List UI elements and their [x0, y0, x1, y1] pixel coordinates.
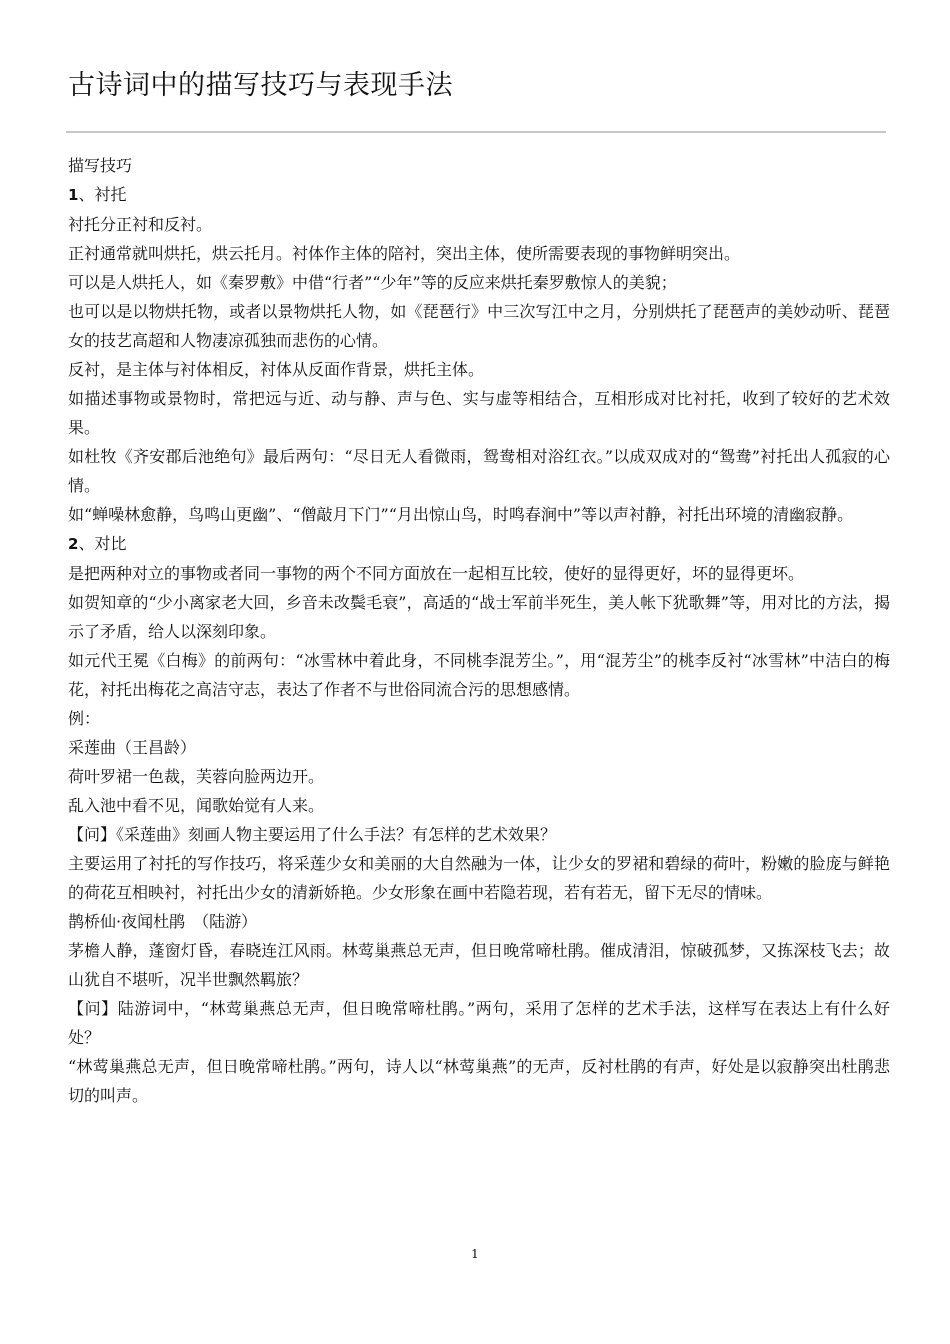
poem-text: 茅檐人静，蓬窗灯昏，春晓连江风雨。林莺巢燕总无声，但日晚常啼杜鹃。催成清泪，惊破孤梦，又拣深枝飞去；故山犹自不堪听，况半世飘然羁旅？ — [68, 941, 890, 989]
item-label: 、衬托 — [78, 185, 127, 204]
paragraph: 正衬通常就叫烘托，烘云托月。衬体作主体的陪衬，突出主体，使所需要表现的事物鲜明突出。 — [68, 244, 741, 263]
section-heading: 描写技巧 — [68, 156, 133, 175]
paragraph: 如贺知章的“少小离家老大回，乡音未改鬓毛衰”，高适的“战士军前半死生，美人帐下犹歌舞”等，用对比的方法，揭示了矛盾，给人以深刻印象。 — [68, 593, 890, 641]
paragraph: 如描述事物或景物时，常把远与近、动与静、声与色、实与虚等相结合，互相形成对比衬托，收到了较好的艺术效果。 — [68, 389, 890, 437]
paragraph: 反衬，是主体与衬体相反，衬体从反面作背景，烘托主体。 — [68, 360, 485, 379]
paragraph: 如元代王冕《白梅》的前两句：“冰雪林中着此身，不同桃李混芳尘。”，用“混芳尘”的桃李反衬“冰雪林”中洁白的梅花，衬托出梅花之高洁守志，表达了作者不与世俗同流合污的思想感情。 — [68, 651, 890, 699]
item-number: 2 — [68, 535, 79, 553]
page-title: 古诗词中的描写技巧与表现手法 — [68, 70, 453, 101]
poem-line: 荷叶罗裙一色裁，芙蓉向脸两边开。 — [68, 767, 325, 786]
answer: 主要运用了衬托的写作技巧，将采莲少女和美丽的大自然融为一体，让少女的罗裙和碧绿的荷叶，粉嫩的脸庞与鲜艳的荷花互相映衬，衬托出少女的清新娇艳。少女形象在画中若隐若现，若有若无，留下无尽的情味。 — [68, 854, 890, 902]
paragraph: 例： — [68, 709, 101, 728]
poem-title: 采莲曲（王昌龄） — [68, 738, 197, 757]
paragraph: 也可以是以物烘托物，或者以景物烘托人物，如《琵琶行》中三次写江中之月，分别烘托了琵琶声的美妙动听、琵琶女的技艺高超和人物凄凉孤独而悲伤的心情。 — [68, 302, 890, 350]
paragraph: 是把两种对立的事物或者同一事物的两个不同方面放在一起相互比较，使好的显得更好，坏的显得更坏。 — [68, 564, 805, 583]
title-divider — [66, 131, 886, 133]
paragraph: 衬托分正衬和反衬。 — [68, 215, 213, 234]
poem-title: 鹊桥仙·夜闻杜鹃 （陆游） — [68, 912, 258, 931]
document-body — [68, 151, 890, 1110]
paragraph: 如“蝉噪林愈静，鸟鸣山更幽”、“僧敲月下门”“月出惊山鸟，时鸣春涧中”等以声衬静，衬托出环境的清幽寂静。 — [68, 505, 854, 524]
item-number: 1 — [68, 186, 79, 204]
paragraph: 可以是人烘托人，如《秦罗敷》中借“行者”“少年”等的反应来烘托秦罗敷惊人的美貌； — [68, 273, 677, 292]
item-heading-1 — [68, 180, 890, 210]
item-heading-2 — [68, 529, 890, 559]
poem-line: 乱入池中看不见，闻歌始觉有人来。 — [68, 796, 325, 815]
item-label: 、对比 — [78, 534, 127, 553]
paragraph: 如杜牧《齐安郡后池绝句》最后两句：“尽日无人看微雨，鸳鸯相对浴红衣。”以成双成对的“鸳鸯”衬托出人孤寂的心情。 — [68, 447, 890, 495]
page-number: 1 — [471, 1247, 479, 1261]
question: 【问】陆游词中，“林莺巢燕总无声，但日晚常啼杜鹃。”两句，采用了怎样的艺术手法，这样写在表达上有什么好处？ — [68, 999, 890, 1047]
answer: “林莺巢燕总无声，但日晚常啼杜鹃。”两句，诗人以“林莺巢燕”的无声，反衬杜鹃的有声，好处是以寂静突出杜鹃悲切的叫声。 — [68, 1057, 890, 1105]
question: 【问】《采莲曲》刻画人物主要运用了什么手法？有怎样的艺术效果？ — [68, 825, 557, 844]
